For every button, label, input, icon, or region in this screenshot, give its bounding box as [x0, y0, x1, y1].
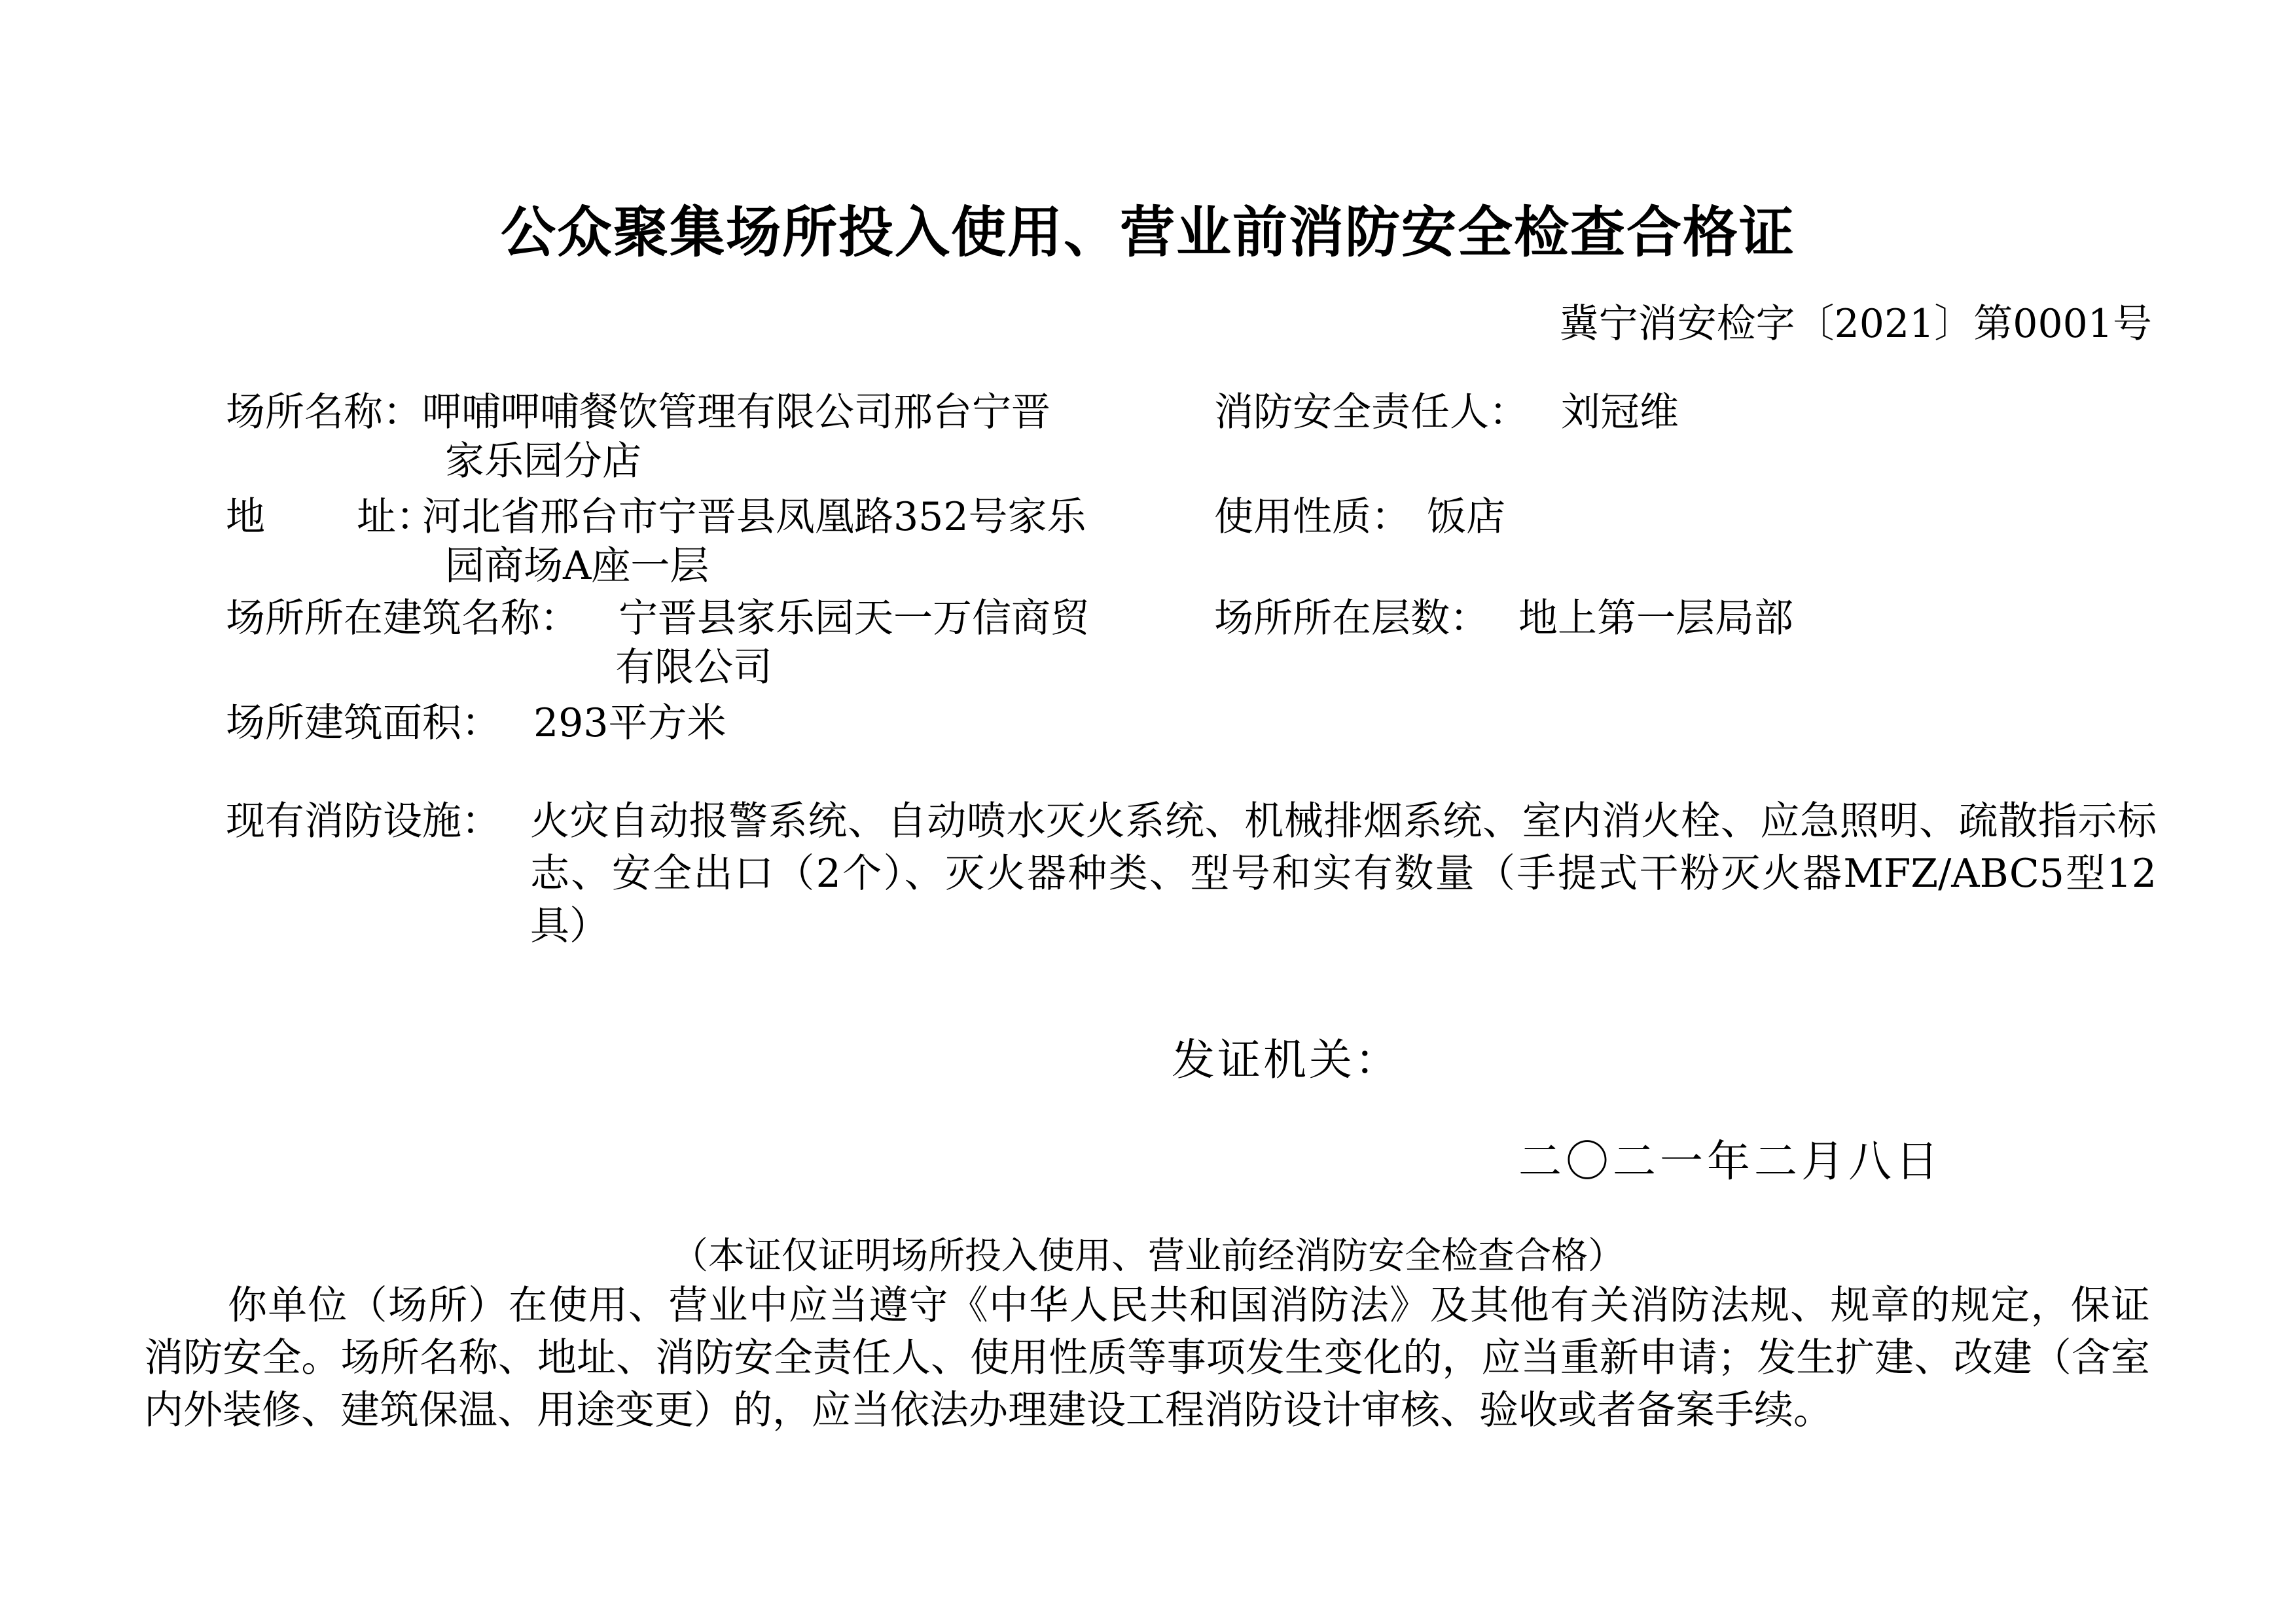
area-value: 293平方米: [533, 700, 726, 746]
certificate-note: （本证仅证明场所投入使用、营业前经消防安全检查合格）: [672, 1235, 1624, 1277]
facilities-value: 火灾自动报警系统、自动喷水灭火系统、机械排烟系统、室内消火栓、应急照明、疏散指示标志、安全出口（2个）、灭火器种类、型号和实有数量（手提式干粉灭火器MFZ/ABC5型12具）: [530, 798, 2157, 949]
certificate-title: 公众聚集场所投入使用、营业前消防安全检查合格证: [500, 200, 1795, 264]
building-name-value: 宁晋县家乐园天一万信商贸: [619, 596, 1090, 641]
venue-name-label: 场所名称：: [226, 389, 422, 435]
floor-label: 场所所在层数：: [1214, 596, 1489, 641]
issuing-authority-label: 发证机关：: [1172, 1035, 1401, 1085]
area-label: 场所建筑面积：: [226, 700, 501, 746]
venue-name-value: 呷哺呷哺餐饮管理有限公司邢台宁晋: [422, 389, 1050, 435]
building-name-value-continued: 有限公司: [615, 645, 772, 690]
document-number: 冀宁消安检字〔2021〕第0001号: [1559, 301, 2152, 347]
facilities-label: 现有消防设施：: [226, 798, 501, 844]
safety-officer-label: 消防安全责任人：: [1214, 389, 1528, 435]
safety-officer-value: 刘冠维: [1561, 389, 1679, 435]
address-value-continued: 园商场A座一层: [445, 543, 709, 589]
floor-value: 地上第一层局部: [1518, 596, 1793, 641]
building-name-label: 场所所在建筑名称：: [226, 596, 579, 641]
address-label-right: 址：: [357, 494, 435, 540]
compliance-notice: 你单位（场所）在使用、营业中应当遵守《中华人民共和国消防法》及其他有关消防法规、规章的规定，保证消防安全。场所名称、地址、消防安全责任人、使用性质等事项发生变化的，应当重新申请；发生扩建、改建（含室内外装修、建筑保温、用途变更）的，应当依法办理建设工程消防设计审核、验收或者备案手续。: [144, 1283, 2150, 1433]
issue-date: 二〇二一年二月八日: [1518, 1136, 1943, 1186]
usage-label: 使用性质：: [1214, 494, 1410, 540]
address-value: 河北省邢台市宁晋县凤凰路352号家乐: [422, 494, 1086, 540]
facilities-block: [226, 795, 2157, 952]
venue-name-value-continued: 家乐园分店: [445, 438, 641, 484]
usage-value: 饭店: [1427, 494, 1505, 540]
address-label-left: 地: [226, 494, 265, 540]
